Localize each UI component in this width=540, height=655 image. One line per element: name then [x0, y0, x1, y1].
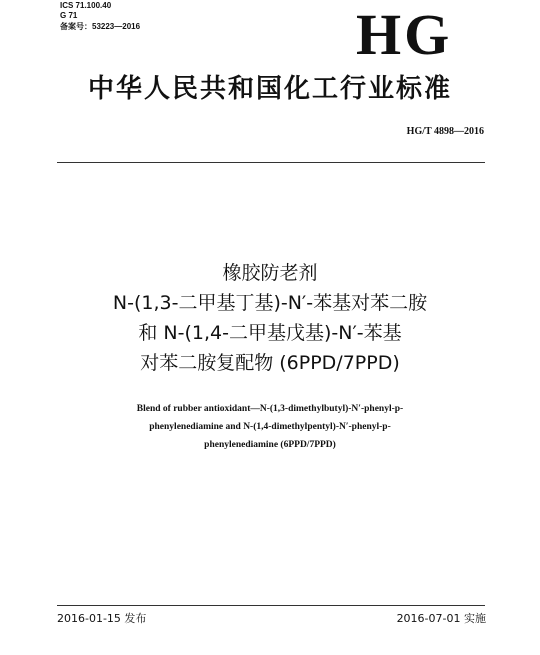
implementation-date: 2016-07-01 实施 — [396, 612, 486, 625]
title-en-line-3: phenylenediamine (6PPD/7PPD) — [204, 440, 336, 450]
standard-title: 中华人民共和国化工行业标准 — [87, 74, 452, 104]
title-en-line-1: Blend of rubber antioxidant—N-(1,3-dimethylbutyl)-N′-phenyl-p- — [136, 404, 404, 414]
classification-code: G 71 — [60, 11, 78, 20]
bottom-divider — [57, 605, 485, 606]
title-zh-line-1: 橡胶防老剂 — [222, 262, 318, 284]
title-en-line-2: phenylenediamine and N-(1,4-dimethylpentyl)-N′-phenyl-p- — [149, 422, 391, 432]
ics-code: ICS 71.100.40 — [60, 1, 112, 10]
title-zh-line-2: N-(1,3-二甲基丁基)-N′-苯基对苯二胺 — [112, 292, 428, 314]
issue-date: 2016-01-15 发布 — [57, 612, 147, 625]
record-number: 备案号：53223—2016 — [60, 22, 141, 31]
top-divider — [57, 162, 485, 163]
title-zh-line-4: 对苯二胺复配物 (6PPD/7PPD) — [140, 352, 400, 374]
title-zh-line-3: 和 N-(1,4-二甲基戊基)-N′-苯基 — [138, 322, 402, 344]
hg-logo: HG — [356, 2, 453, 67]
standard-number: HG/T 4898—2016 — [406, 126, 484, 137]
